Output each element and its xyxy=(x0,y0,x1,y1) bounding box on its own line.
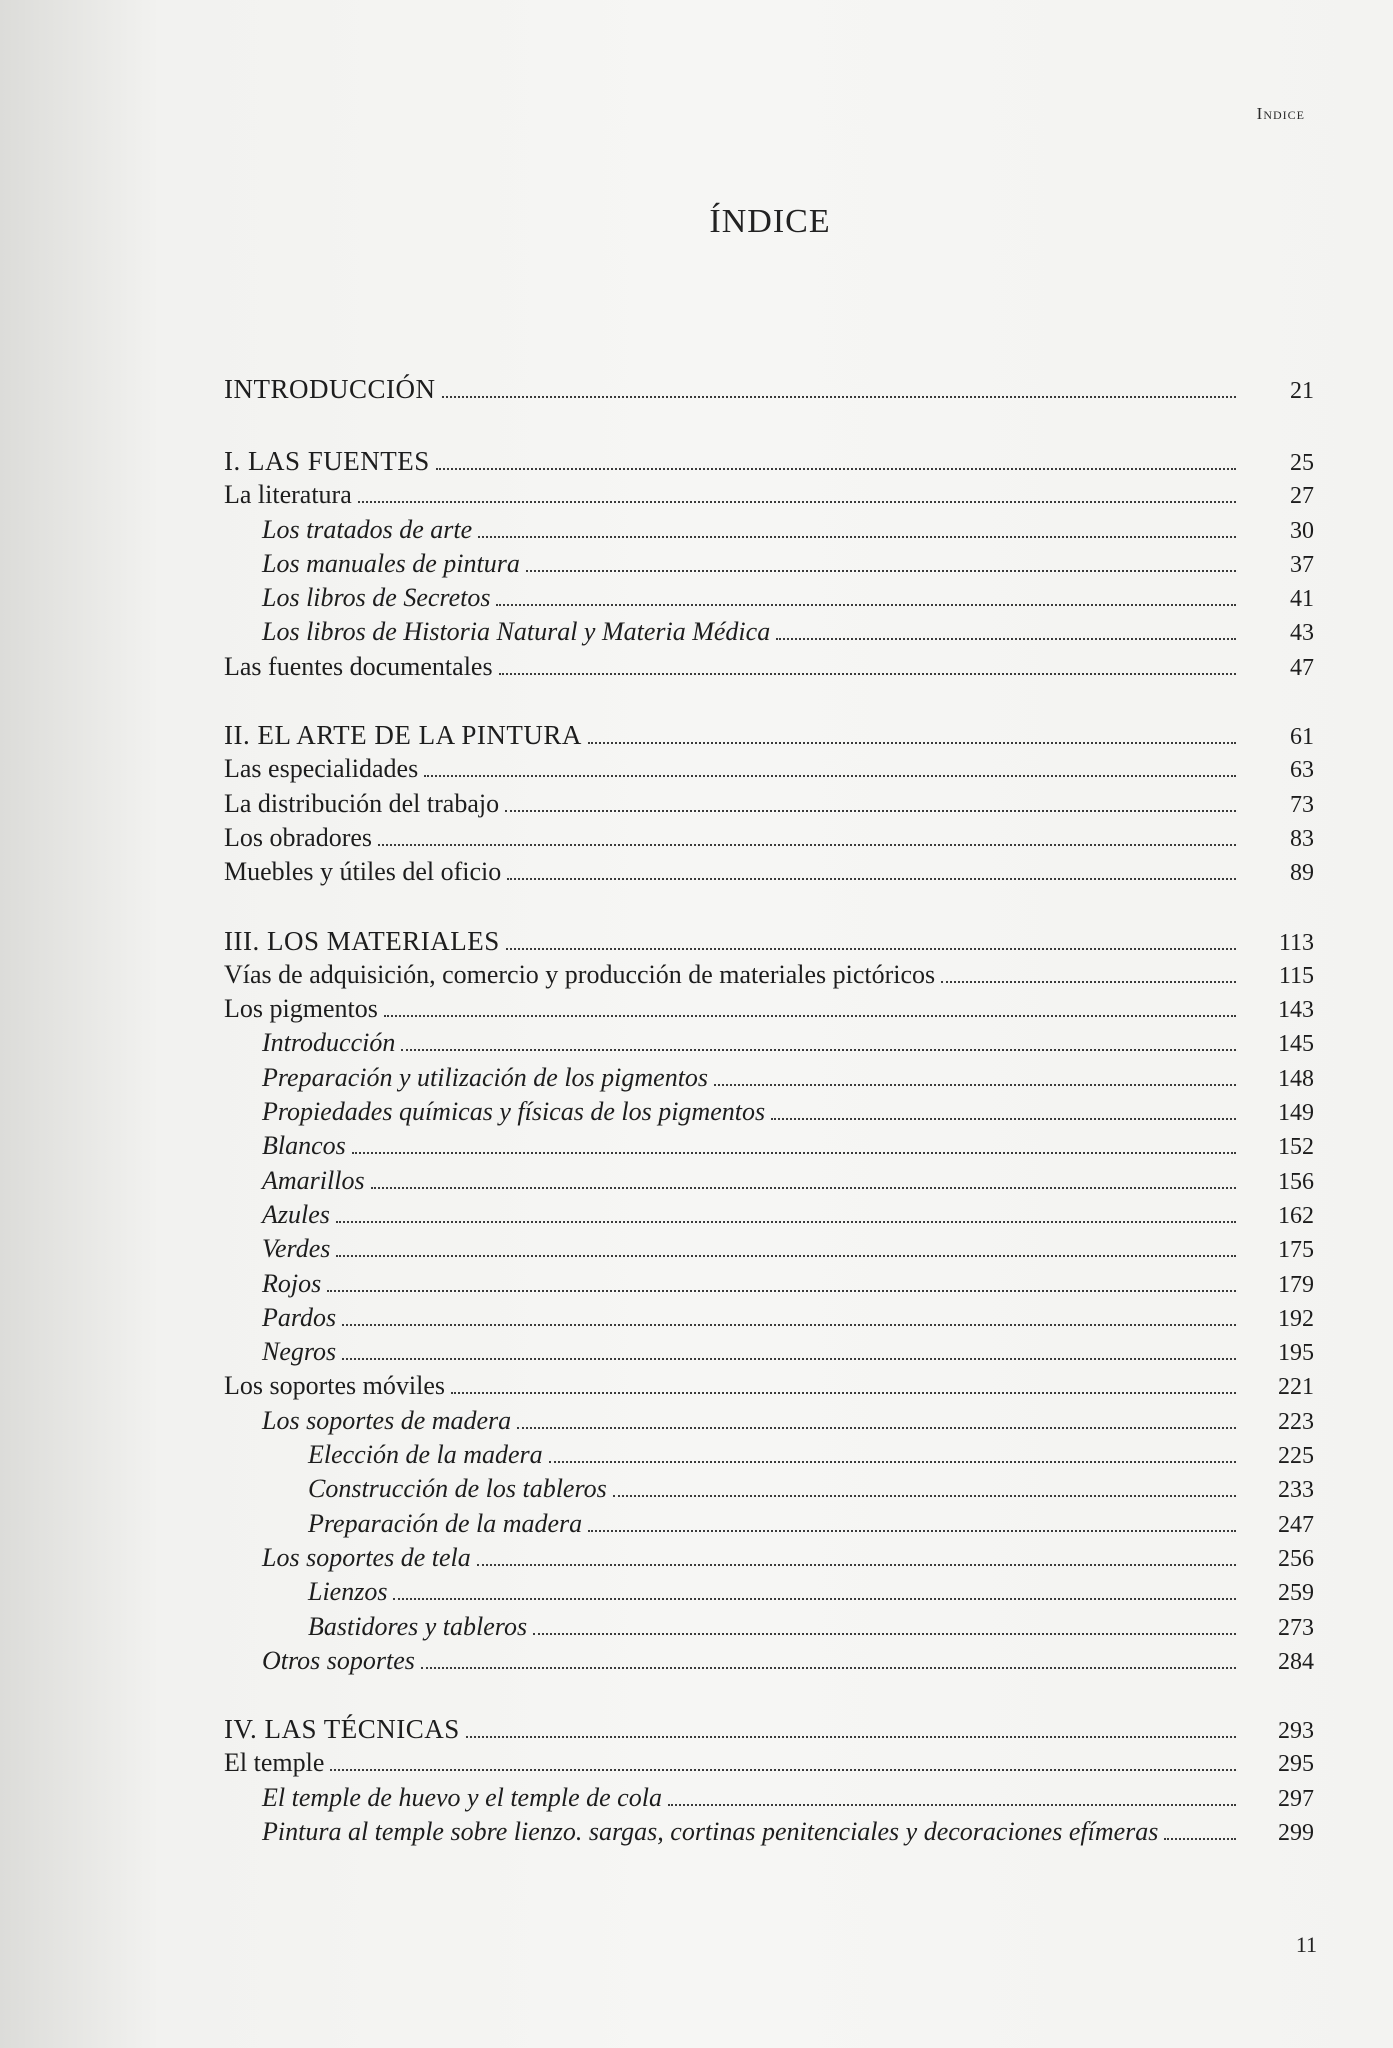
toc-entry-label: III. LOS MATERIALES xyxy=(224,925,500,956)
dot-leader xyxy=(506,947,1236,950)
dot-leader xyxy=(393,1597,1236,1600)
toc-entry-label: Muebles y útiles del oficio xyxy=(224,857,502,887)
toc-entry xyxy=(224,1095,1324,1129)
dot-leader xyxy=(352,1151,1236,1154)
toc-section-las-fuentes xyxy=(224,444,1324,684)
toc-entry-label: I. LAS FUENTES xyxy=(224,446,430,476)
toc-entry-label: Bastidores y tableros xyxy=(308,1611,528,1641)
toc-entry xyxy=(224,581,1324,615)
toc-entry-label: Preparación de la madera xyxy=(308,1508,583,1538)
toc-entry-label: Los soportes de tela xyxy=(262,1542,471,1572)
dot-leader xyxy=(549,1460,1236,1463)
toc-entry-page: 83 xyxy=(1290,825,1314,852)
toc-entry-page: 192 xyxy=(1278,1305,1314,1332)
toc-entry-page: 30 xyxy=(1290,517,1314,544)
toc-section-el-arte-de-la-pintura xyxy=(224,718,1324,889)
dot-leader xyxy=(478,535,1236,538)
toc-entry xyxy=(224,787,1324,821)
toc-entry xyxy=(224,1712,1324,1746)
toc-entry-page: 63 xyxy=(1290,757,1314,784)
toc-entry-label: Los manuales de pintura xyxy=(262,548,520,578)
page-title: ÍNDICE xyxy=(709,202,831,240)
dot-leader xyxy=(336,1220,1236,1223)
dot-leader xyxy=(336,1254,1236,1257)
toc-entry-page: 295 xyxy=(1278,1751,1314,1778)
dot-leader xyxy=(941,980,1236,983)
toc-entry xyxy=(224,1369,1324,1403)
dot-leader xyxy=(421,1666,1236,1669)
dot-leader xyxy=(507,877,1236,880)
dot-leader xyxy=(378,843,1236,846)
toc-entry-page: 233 xyxy=(1278,1477,1314,1504)
toc-entry xyxy=(224,1507,1324,1541)
dot-leader xyxy=(451,1391,1236,1394)
toc-entry-page: 89 xyxy=(1290,860,1314,887)
toc-entry xyxy=(224,444,1324,478)
toc-entry-page: 247 xyxy=(1278,1511,1314,1538)
toc-entry-page: 284 xyxy=(1278,1648,1314,1675)
toc-entry xyxy=(224,1644,1324,1678)
toc-entry-label: Pintura al temple sobre lienzo. sargas, cortinas penitenciales y decoraciones efímeras xyxy=(262,1816,1159,1846)
toc-entry xyxy=(224,924,1324,958)
toc-entry xyxy=(224,1404,1324,1438)
toc-entry-page: 73 xyxy=(1290,791,1314,818)
toc-entry-label: INTRODUCCIÓN xyxy=(224,374,436,404)
toc-entry-page: 156 xyxy=(1278,1168,1314,1195)
toc-entry-label: El temple de huevo y el temple de cola xyxy=(262,1782,662,1812)
toc-entry xyxy=(224,1575,1324,1609)
dot-leader xyxy=(327,1289,1236,1292)
toc-entry-page: 297 xyxy=(1278,1785,1314,1812)
toc-entry xyxy=(224,1061,1324,1095)
toc-entry xyxy=(224,1026,1324,1060)
toc-entry-label: Introducción xyxy=(262,1028,396,1058)
toc-entry-page: 37 xyxy=(1290,551,1314,578)
page-number: 11 xyxy=(1295,1932,1317,1957)
toc-entry-page: 175 xyxy=(1278,1237,1314,1264)
toc-entry xyxy=(224,1781,1324,1815)
toc-entry xyxy=(224,1335,1324,1369)
toc-entry xyxy=(224,372,1324,414)
toc-entry-page: 225 xyxy=(1278,1443,1314,1470)
toc-entry xyxy=(224,718,1324,752)
toc-entry-page: 113 xyxy=(1278,929,1314,956)
dot-leader xyxy=(668,1803,1236,1806)
toc-entry-page: 256 xyxy=(1278,1545,1314,1572)
toc-entry xyxy=(224,1301,1324,1335)
toc-entry-label: Vías de adquisición, comercio y producción de materiales pictóricos xyxy=(224,959,936,989)
toc-entry-label: Rojos xyxy=(262,1268,322,1298)
toc-entry xyxy=(224,1164,1324,1198)
toc-entry-page: 21 xyxy=(1290,378,1314,404)
dot-leader xyxy=(517,1426,1236,1429)
toc-entry-label: Preparación y utilización de los pigmentos xyxy=(262,1062,709,1092)
toc-entry-page: 221 xyxy=(1278,1374,1314,1401)
toc-entry-page: 148 xyxy=(1278,1065,1314,1092)
dot-leader xyxy=(384,1014,1236,1017)
toc-entry xyxy=(224,547,1324,581)
toc-entry-page: 143 xyxy=(1278,997,1314,1024)
toc-entry-page: 259 xyxy=(1278,1580,1314,1607)
dot-leader xyxy=(342,1357,1236,1360)
toc-entry-label: IV. LAS TÉCNICAS xyxy=(224,1714,460,1745)
toc-entry-label: Elección de la madera xyxy=(308,1440,543,1470)
toc-entry-label: Negros xyxy=(262,1337,337,1367)
toc-entry-page: 223 xyxy=(1278,1408,1314,1435)
toc-entry-label: Construcción de los tableros xyxy=(308,1474,607,1504)
toc-entry-page: 273 xyxy=(1278,1614,1314,1641)
toc-entry-page: 61 xyxy=(1290,724,1314,751)
toc-entry-page: 299 xyxy=(1278,1819,1314,1846)
toc-entry-label: El temple xyxy=(224,1748,325,1778)
toc-entry-page: 41 xyxy=(1290,586,1314,613)
dot-leader xyxy=(358,500,1236,503)
toc-entry xyxy=(224,615,1324,649)
toc-entry-page: 149 xyxy=(1278,1100,1314,1127)
dot-leader xyxy=(588,1529,1236,1532)
toc-entry-label: Los libros de Secretos xyxy=(262,583,491,613)
dot-leader xyxy=(613,1494,1236,1497)
toc-entry-label: Los obradores xyxy=(224,822,373,852)
dot-leader xyxy=(588,741,1236,744)
toc-entry xyxy=(224,1438,1324,1472)
toc-entry xyxy=(224,1610,1324,1644)
toc-section-los-materiales xyxy=(224,924,1324,1679)
dot-leader xyxy=(330,1768,1236,1771)
toc-entry xyxy=(224,650,1324,684)
dot-leader xyxy=(436,467,1236,470)
dot-leader xyxy=(401,1048,1236,1051)
toc-entry-label: La literatura xyxy=(224,480,352,510)
toc-entry-label: II. EL ARTE DE LA PINTURA xyxy=(224,720,582,751)
dot-leader xyxy=(533,1632,1236,1635)
toc-entry xyxy=(224,1267,1324,1301)
toc-entry xyxy=(224,1472,1324,1506)
toc-entry xyxy=(224,1815,1324,1849)
toc-entry-label: Blancos xyxy=(262,1131,346,1161)
toc-entry xyxy=(224,821,1324,855)
toc-entry xyxy=(224,1129,1324,1163)
toc-entry-page: 152 xyxy=(1278,1134,1314,1161)
dot-leader xyxy=(477,1563,1236,1566)
toc-entry-label: Otros soportes xyxy=(262,1645,415,1675)
toc-section-las-tecnicas xyxy=(224,1712,1324,1849)
toc-entry-page: 43 xyxy=(1290,620,1314,647)
table-of-contents xyxy=(224,372,1324,1883)
toc-entry-label: Pardos xyxy=(262,1302,337,1332)
toc-entry-label: Los tratados de arte xyxy=(262,514,473,544)
toc-entry xyxy=(224,855,1324,889)
dot-leader xyxy=(371,1186,1236,1189)
toc-section-introduction xyxy=(224,372,1324,414)
dot-leader xyxy=(496,603,1236,606)
toc-entry-label: Verdes xyxy=(262,1234,331,1264)
dot-leader xyxy=(1164,1837,1236,1840)
dot-leader xyxy=(442,395,1237,398)
dot-leader xyxy=(526,569,1236,572)
toc-entry-label: Los soportes de madera xyxy=(262,1405,512,1435)
dot-leader xyxy=(466,1735,1236,1738)
dot-leader xyxy=(499,672,1236,675)
toc-entry-label: Lienzos xyxy=(308,1577,388,1607)
toc-entry-label: Propiedades químicas y físicas de los pigmentos xyxy=(262,1097,766,1127)
dot-leader xyxy=(776,637,1236,640)
toc-entry-page: 47 xyxy=(1290,654,1314,681)
toc-entry xyxy=(224,1232,1324,1266)
toc-entry-page: 162 xyxy=(1278,1202,1314,1229)
toc-entry xyxy=(224,1746,1324,1780)
toc-entry-page: 25 xyxy=(1290,450,1314,476)
toc-entry xyxy=(224,1198,1324,1232)
toc-entry-label: Los libros de Historia Natural y Materia Médica xyxy=(262,617,771,647)
toc-entry-page: 195 xyxy=(1278,1340,1314,1367)
toc-entry xyxy=(224,958,1324,992)
toc-entry-page: 179 xyxy=(1278,1271,1314,1298)
toc-entry xyxy=(224,752,1324,786)
dot-leader xyxy=(771,1117,1236,1120)
running-head: Indice xyxy=(1256,104,1305,123)
toc-entry xyxy=(224,1541,1324,1575)
toc-entry-label: Los pigmentos xyxy=(224,994,378,1024)
toc-entry-page: 115 xyxy=(1278,962,1314,989)
dot-leader xyxy=(505,809,1236,812)
dot-leader xyxy=(424,774,1236,777)
toc-entry-label: La distribución del trabajo xyxy=(224,788,500,818)
dot-leader xyxy=(342,1323,1236,1326)
toc-entry-page: 145 xyxy=(1278,1031,1314,1058)
toc-entry-page: 293 xyxy=(1278,1718,1314,1745)
toc-entry-label: Las especialidades xyxy=(224,754,419,784)
toc-entry-label: Las fuentes documentales xyxy=(224,651,493,681)
toc-entry xyxy=(224,478,1324,512)
toc-entry xyxy=(224,513,1324,547)
toc-entry-label: Los soportes móviles xyxy=(224,1371,445,1401)
dot-leader xyxy=(714,1083,1236,1086)
toc-entry-page: 27 xyxy=(1290,483,1314,510)
toc-entry-label: Amarillos xyxy=(262,1165,365,1195)
toc-entry xyxy=(224,992,1324,1026)
toc-entry-label: Azules xyxy=(262,1199,330,1229)
